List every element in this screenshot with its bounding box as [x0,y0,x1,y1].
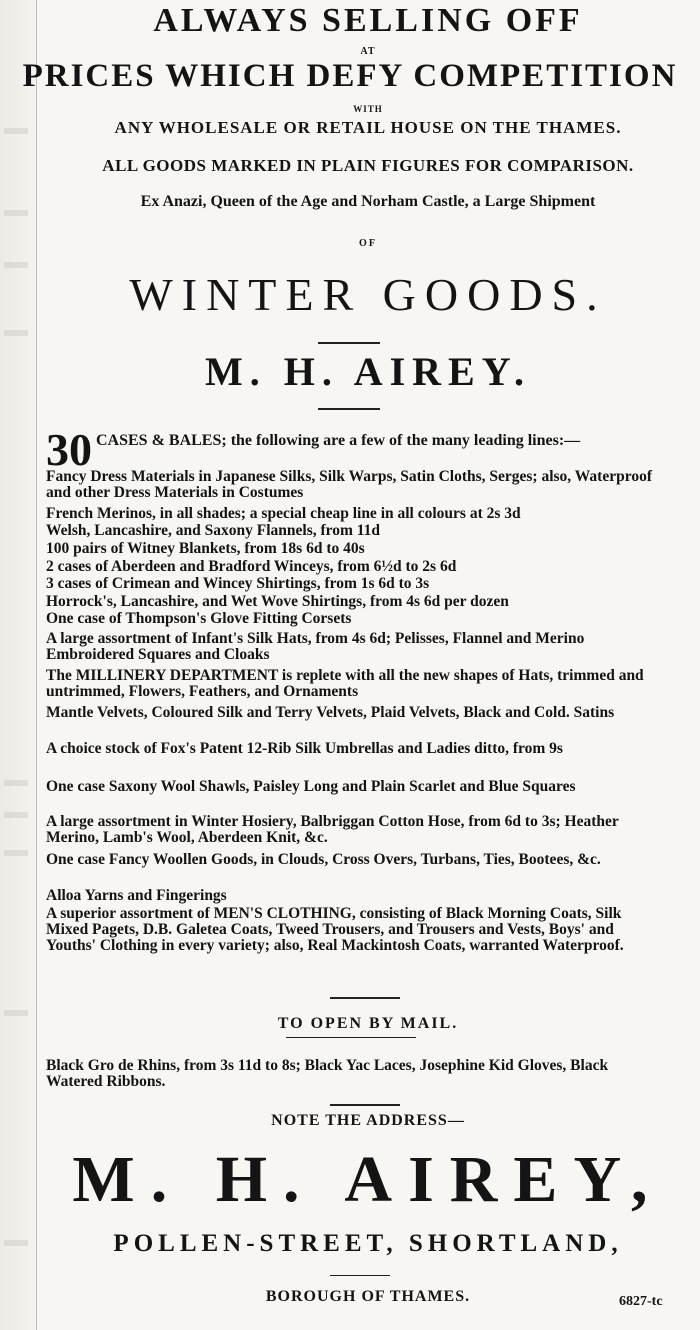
list-item-text: Horrock's, Lancashire, and Wet Wove Shirtings, from 4s 6d per dozen [46,593,509,610]
heading-underline [286,1037,416,1038]
list-item [46,594,666,610]
headline-at: AT [360,46,376,57]
margin-fragment [4,262,28,268]
divider-rule [318,342,380,344]
divider-rule [318,408,380,410]
list-item-text: One case Saxony Wool Shawls, Paisley Long and Plain Scarlet and Blue Squares [46,778,576,795]
divider-rule [330,997,400,999]
list-item [46,814,666,846]
margin-fragment [4,850,28,856]
margin-fragment [4,1010,28,1016]
merchant-name: M. H. AIREY. [205,349,531,394]
list-item [46,852,666,868]
street-address: POLLEN-STREET, SHORTLAND, [113,1230,623,1257]
list-item [46,741,666,757]
list-item [46,888,666,904]
list-item-text: One case Fancy Woollen Goods, in Clouds, Cross Overs, Turbans, Ties, Bootees, &c. [46,851,601,868]
cases-count: 30 [46,424,92,475]
margin-fragment [4,812,28,818]
headline-always-selling-off: ALWAYS SELLING OFF [153,2,583,39]
list-item-text: A large assortment in Winter Hosiery, Balbriggan Cotton Hose, from 6d to 3s; Heather Merino, Lamb's Wool, Aberdeen Knit, &c. [46,813,619,846]
mail-list-item [46,1058,666,1090]
margin-fragment [4,210,28,216]
margin-fragment [4,1240,28,1246]
list-item [46,705,666,721]
divider-rule [330,1275,390,1276]
list-item [46,631,666,663]
list-item-text: 100 pairs of Witney Blankets, from 18s 6d to 40s [46,540,365,557]
to-open-by-mail-heading: TO OPEN BY MAIL. [277,1015,459,1032]
list-item-text: 2 cases of Aberdeen and Bradford Winceys, from 6½d to 2s 6d [46,558,457,575]
adjacent-column-margin [0,0,37,1330]
list-item [46,906,666,954]
list-item [46,469,666,501]
list-item [46,668,666,700]
list-item [46,576,666,592]
headline-of: OF [359,238,377,249]
list-item-text: 3 cases of Crimean and Wincey Shirtings, from 1s 6d to 3s [46,575,430,592]
list-item-text: Mantle Velvets, Coloured Silk and Terry Velvets, Plaid Velvets, Black and Cold. Satins [46,704,615,721]
margin-fragment [4,780,28,786]
note-the-address: NOTE THE ADDRESS— [271,1112,465,1129]
borough-line: BOROUGH OF THAMES. [265,1288,471,1305]
list-item-text: French Merinos, in all shades; a special cheap line in all colours at 2s 3d [46,505,521,522]
list-item-text: One case of Thompson's Glove Fitting Corsets [46,610,352,627]
shipment-line: Ex Anazi, Queen of the Age and Norham Castle, a Large Shipment [140,193,596,210]
list-item [46,559,666,575]
list-item [46,541,666,557]
ad-reference-number: 6827-tc [619,1294,663,1309]
list-item [46,523,666,539]
margin-fragment [4,330,28,336]
list-item [46,506,666,522]
margin-fragment [4,128,28,134]
headline-with: WITH [353,104,383,114]
mail-item-text: Black Gro de Rhins, from 3s 11d to 8s; Black Yac Laces, Josephine Kid Gloves, Black Watered Ribbons. [46,1057,609,1090]
intro-text: CASES & BALES; the following are a few of the many leading lines:— [96,432,581,449]
merchant-name-large: M. H. AIREY, [72,1143,664,1216]
list-item-text: Fancy Dress Materials in Japanese Silks, Silk Warps, Satin Cloths, Serges; also, Waterproof and other Dress Materials in Costumes [46,468,652,501]
list-item-text: A superior assortment of MEN'S CLOTHING, consisting of Black Morning Coats, Silk Mixed Pagets, D.B. Galetea Coats, Tweed Trousers, and Trousers and Vests, Boys' and Youths' Clothing in every variety; also, Real Mackintosh Coats, warranted Waterproof. [46,905,624,954]
list-item-text: Alloa Yarns and Fingerings [46,887,227,904]
divider-rule [330,1104,400,1106]
list-item [46,611,666,627]
list-item-text: The MILLINERY DEPARTMENT is replete with all the new shapes of Hats, trimmed and untrimmed, Flowers, Feathers, and Ornaments [46,667,644,700]
list-item-text: A large assortment of Infant's Silk Hats, from 4s 6d; Pelisses, Flannel and Merino Embroidered Squares and Cloaks [46,630,585,663]
headline-plain-figures: ALL GOODS MARKED IN PLAIN FIGURES FOR COMPARISON. [102,156,634,175]
list-item-text: A choice stock of Fox's Patent 12-Rib Silk Umbrellas and Ladies ditto, from 9s [46,740,563,757]
list-item-text: Welsh, Lancashire, and Saxony Flannels, from 11d [46,522,381,539]
winter-goods-title: WINTER GOODS. [129,269,607,320]
headline-wholesale: ANY WHOLESALE OR RETAIL HOUSE ON THE THAMES. [114,118,622,137]
headline-prices: PRICES WHICH DEFY COMPETITION [22,58,678,94]
list-item [46,779,666,795]
